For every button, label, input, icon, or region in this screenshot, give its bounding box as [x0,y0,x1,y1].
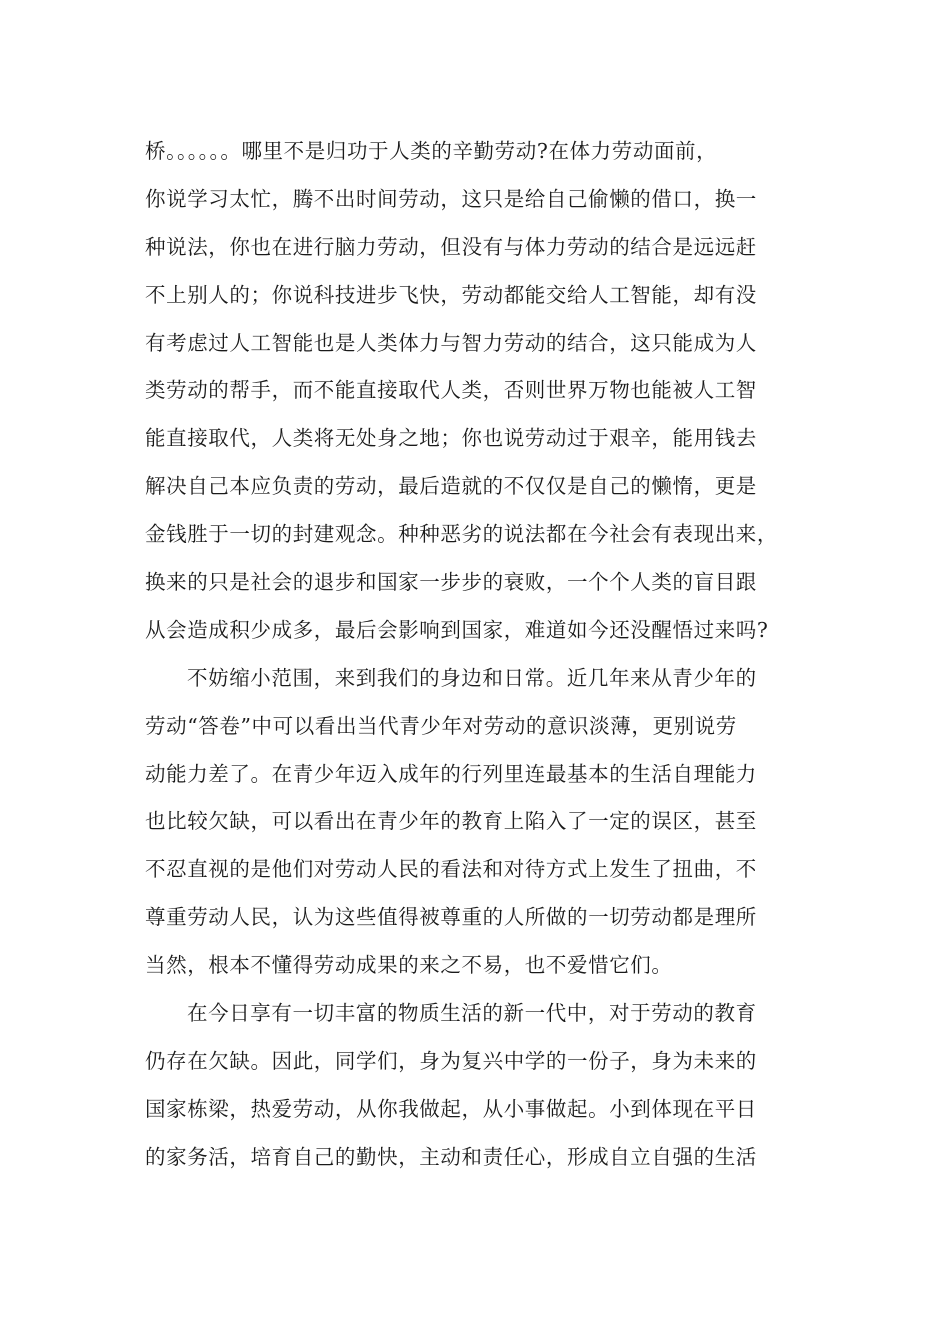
text-line-indented: 不妨缩小范围，来到我们的身边和日常。近几年来从青少年的 [187,665,757,690]
text-line: 仍存在欠缺。因此，同学们，身为复兴中学的一份子，身为未来的 [145,1048,757,1073]
text-line: 换来的只是社会的退步和国家一步步的衰败，一个个人类的盲目跟 [145,570,757,595]
text-line: 也比较欠缺，可以看出在青少年的教育上陷入了一定的误区，甚至 [145,809,757,834]
paragraph-2 [145,655,810,990]
text-line: 金钱胜于一切的封建观念。种种恶劣的说法都在今社会有表现出来， [145,522,778,547]
text-line: 从会造成积少成多，最后会影响到国家，难道如今还没醒悟过来吗? [145,617,769,642]
text-line: 当然，根本不懂得劳动成果的来之不易，也不爱惜它们。 [145,953,673,978]
text-line: 能直接取代，人类将无处身之地；你也说劳动过于艰辛，能用钱去 [145,426,757,451]
document-body [145,128,810,1182]
text-line: 尊重劳动人民，认为这些值得被尊重的人所做的一切劳动都是理所 [145,905,757,930]
text-line: 桥。。。。。。哪里不是归功于人类的辛勤劳动?在体力劳动面前， [145,139,718,163]
text-line: 解决自己本应负责的劳动，最后造就的不仅仅是自己的懒惰，更是 [145,474,757,499]
text-line: 的家务活，培育自己的勤快，主动和责任心，形成自立自强的生活 [145,1144,757,1169]
text-line: 类劳动的帮手，而不能直接取代人类，否则世界万物也能被人工智 [145,378,757,403]
paragraph-1 [145,128,810,655]
text-line: 国家栋梁，热爱劳动，从你我做起，从小事做起。小到体现在平日 [145,1096,757,1121]
text-line: 动能力差了。在青少年迈入成年的行列里连最基本的生活自理能力 [145,761,757,786]
text-line: 种说法，你也在进行脑力劳动，但没有与体力劳动的结合是远远赶 [145,234,757,259]
text-line: 你说学习太忙，腾不出时间劳动，这只是给自己偷懒的借口，换一 [145,186,757,211]
text-line: 有考虑过人工智能也是人类体力与智力劳动的结合，这只能成为人 [145,330,757,355]
text-line: 不忍直视的是他们对劳动人民的看法和对待方式上发生了扭曲，不 [145,857,757,882]
paragraph-3 [145,990,810,1182]
text-line: 劳动“答卷”中可以看出当代青少年对劳动的意识淡薄，更别说劳 [145,713,737,738]
text-line: 不上别人的；你说科技进步飞快，劳动都能交给人工智能，却有没 [145,282,757,307]
text-line-indented: 在今日享有一切丰富的物质生活的新一代中，对于劳动的教育 [187,1001,757,1026]
